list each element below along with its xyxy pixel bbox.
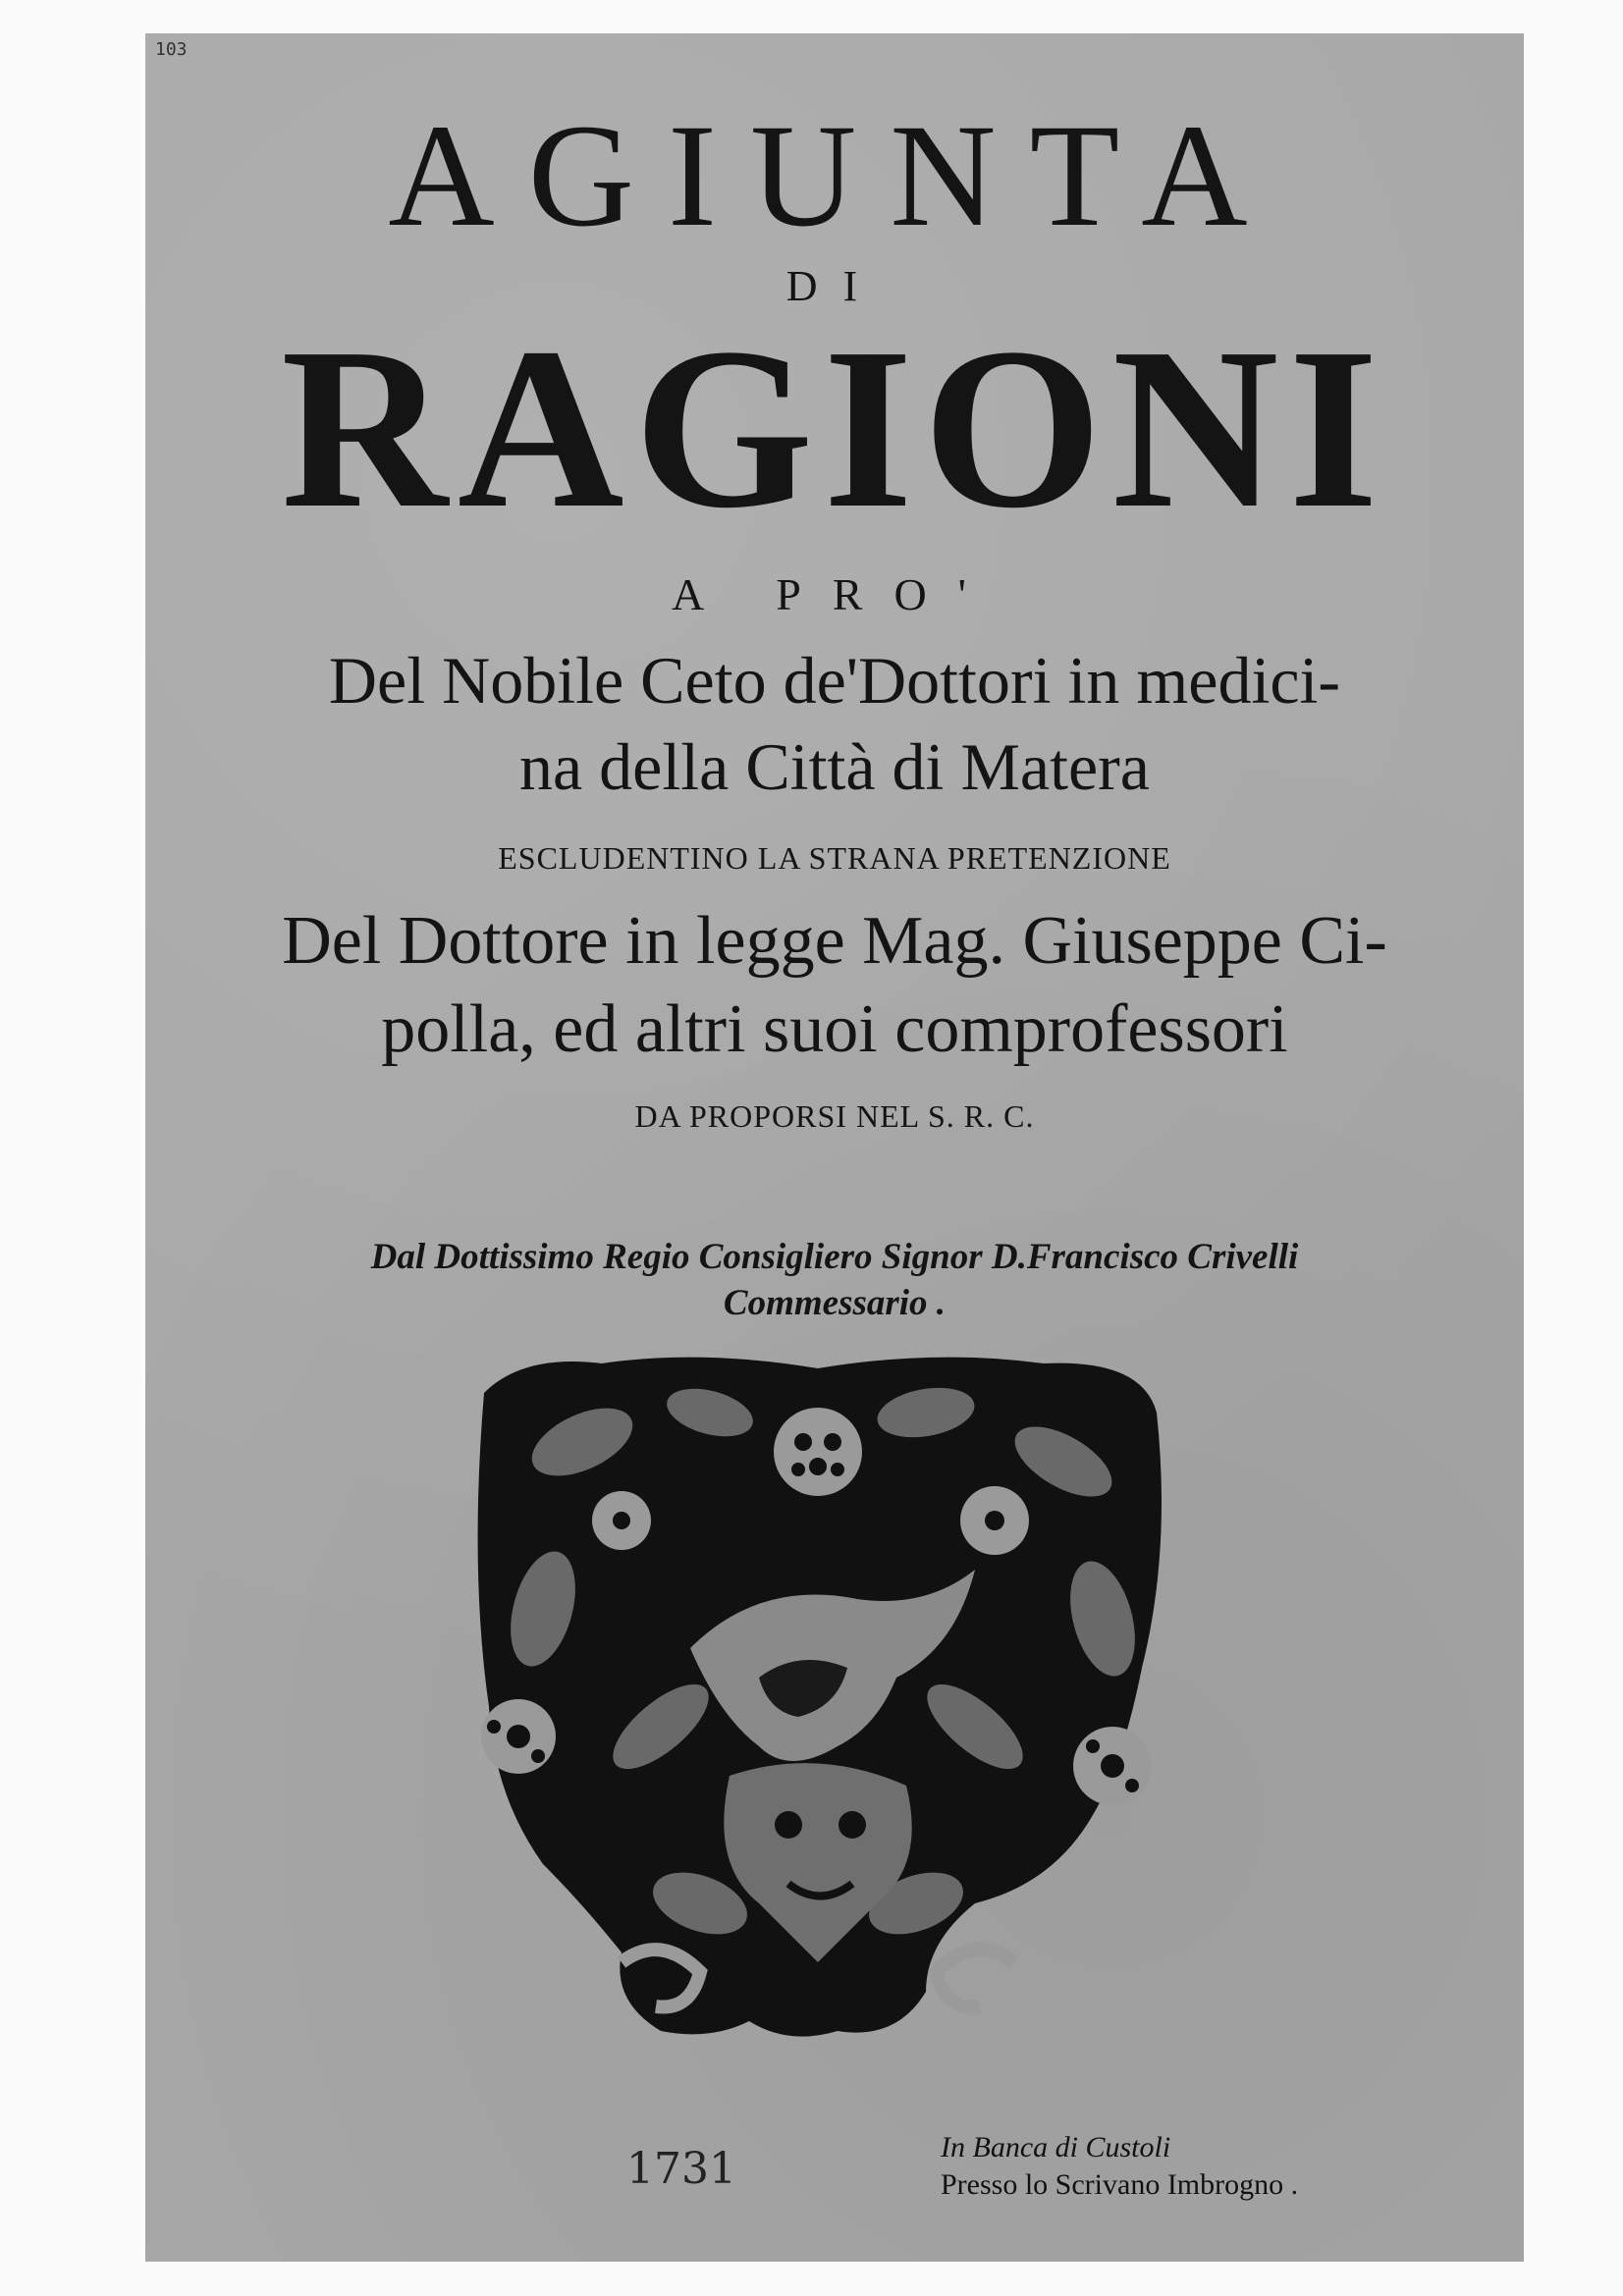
imprint-line-1: In Banca di Custoli <box>941 2131 1171 2163</box>
author-line-1: Dal Dottissimo Regio Consigliero Signor D.Francisco Crivelli <box>370 1237 1299 1277</box>
woodcut-ornament <box>464 1354 1171 2056</box>
imprint <box>941 2129 1471 2204</box>
body-line-2: na della Città di Matera <box>519 729 1150 804</box>
body-line-6: DA PROPORSI NEL S. R. C. <box>634 1098 1035 1134</box>
title-page <box>145 33 1524 2262</box>
publication-year: 1731 <box>626 2144 736 2194</box>
body-line-5: polla, ed altri suoi comprofessori <box>381 991 1288 1067</box>
body-line-3: ESCLUDENTINO LA STRANA PRETENZIONE <box>498 840 1171 876</box>
title-a-pro: A PRO' <box>672 569 998 619</box>
title-di: DI <box>785 262 884 310</box>
title-ragioni: RAGIONI <box>281 300 1388 556</box>
title-aggiunta: AGIUNTA <box>388 94 1281 257</box>
body-line-1: Del Nobile Ceto de'Dottori in medici- <box>328 643 1341 718</box>
imprint-line-2: Presso lo Scrivano Imbrogno . <box>941 2168 1299 2201</box>
body-line-4: Del Dottore in legge Mag. Giuseppe Ci- <box>282 903 1387 979</box>
author-line-2: Commessario . <box>723 1283 947 1323</box>
page-number: 103 <box>155 39 188 60</box>
